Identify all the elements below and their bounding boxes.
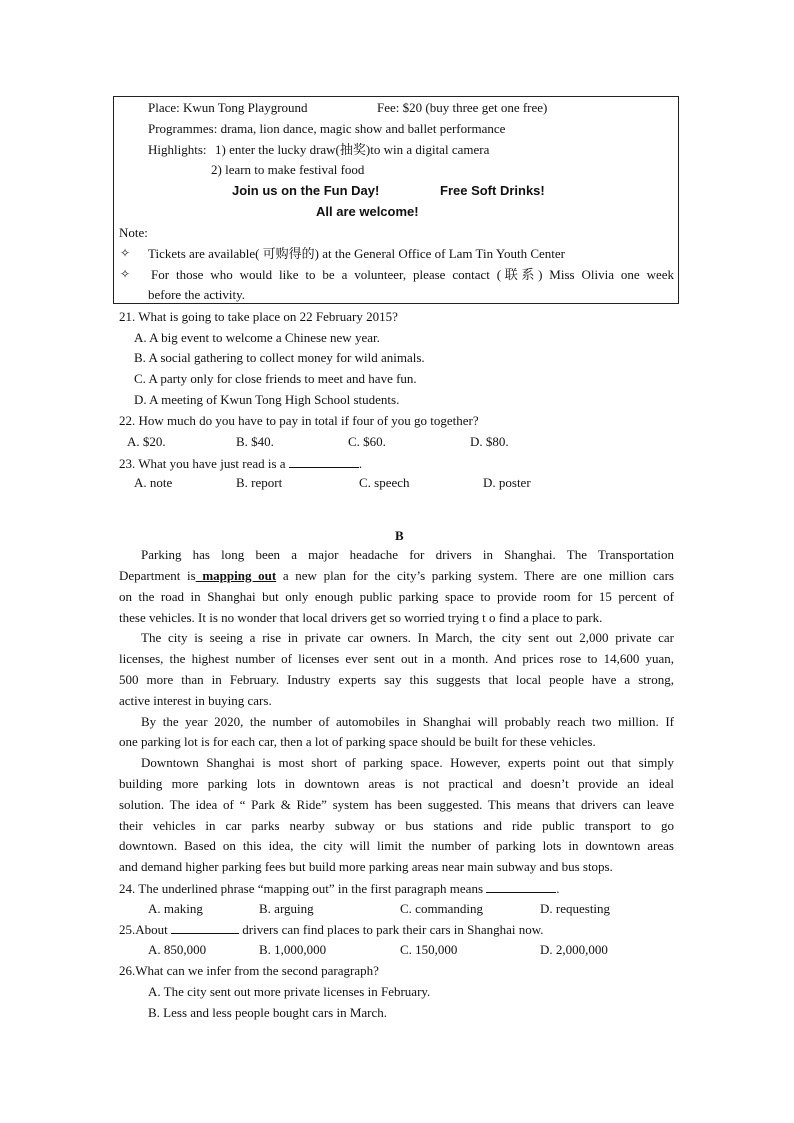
passage-p1-line-2-pre: Department is xyxy=(119,568,196,583)
q23-option-b: B. report xyxy=(236,475,283,490)
q24-stem-end: . xyxy=(556,881,560,896)
q24-stem xyxy=(119,881,560,895)
notice-programmes: Programmes: drama, lion dance, magic show and ballet performance xyxy=(148,121,506,136)
passage-p1-line-1: Parking has long been a major headache for drivers in Shanghai. The Transportation xyxy=(141,547,674,562)
q21-option-b: B. A social gathering to collect money for wild animals. xyxy=(134,350,425,365)
q23-option-d: D. poster xyxy=(483,475,531,490)
passage-p2-line-3: 500 more than in February. Industry experts say this suggests that local people have a strong, xyxy=(119,672,674,687)
q25-option-c: C. 150,000 xyxy=(400,942,458,957)
passage-p2-line-4: active interest in buying cars. xyxy=(119,693,272,708)
q24-option-b: B. arguing xyxy=(259,901,314,916)
q26-option-a: A. The city sent out more private licenses in February. xyxy=(148,984,431,999)
passage-p2-line-2: licenses, the highest number of licenses ever sent out in a month. And prices rose to 14,600 yuan, xyxy=(119,651,674,666)
diamond-bullet-icon: ✧ xyxy=(120,246,131,260)
passage-p4-line-1: Downtown Shanghai is most short of parking space. However, experts point out that simply xyxy=(141,755,674,770)
answer-blank xyxy=(289,456,359,468)
passage-p2-line-1: The city is seeing a rise in private car owners. In March, the city sent out 2,000 private car xyxy=(141,630,674,645)
q24-stem-text: 24. The underlined phrase “mapping out” in the first paragraph means xyxy=(119,881,484,896)
passage-p4-line-5: downtown. Based on this idea, the city will limit the number of parking lots in downtown areas xyxy=(119,838,674,853)
notice-note-2-line-2: before the activity. xyxy=(148,287,245,302)
q23-option-c: C. speech xyxy=(359,475,410,490)
notice-note-label: Note: xyxy=(119,225,148,240)
passage-p4-line-4: their vehicles in car parks nearby subway or bus stations and ride public transport to go xyxy=(119,818,674,833)
passage-p4-line-6: and demand higher parking fees but build more parking areas near main subway and bus stops. xyxy=(119,859,613,874)
q23-option-a: A. note xyxy=(134,475,173,490)
passage-p1-line-2 xyxy=(119,569,674,582)
notice-free-drinks: Free Soft Drinks! xyxy=(440,183,545,198)
passage-p4-line-3: solution. The idea of “ Park & Ride” system has been suggested. This means that drivers can leave xyxy=(119,797,674,812)
q21-stem: 21. What is going to take place on 22 February 2015? xyxy=(119,309,398,324)
notice-highlight-1: 1) enter the lucky draw(抽奖)to win a digital camera xyxy=(215,142,490,157)
notice-note-2-line-1: For those who would like to be a volunteer, please contact (联系) Miss Olivia one week xyxy=(151,267,674,282)
q22-option-b: B. $40. xyxy=(236,434,274,449)
q22-option-d: D. $80. xyxy=(470,434,509,449)
q23-stem-text: 23. What you have just read is a xyxy=(119,456,286,471)
passage-p1-line-3: on the road in Shanghai but only enough public parking space to provide room for 15 percent of xyxy=(119,589,674,604)
q23-stem-end: . xyxy=(358,456,363,471)
underlined-phrase: mapping out xyxy=(195,568,277,583)
q25-option-b: B. 1,000,000 xyxy=(259,942,327,957)
q22-option-a: A. $20. xyxy=(127,434,166,449)
diamond-bullet-icon: ✧ xyxy=(120,267,131,281)
q21-option-c: C. A party only for close friends to meet and have fun. xyxy=(134,371,417,386)
q21-option-a: A. A big event to welcome a Chinese new year. xyxy=(134,330,380,345)
notice-all-welcome: All are welcome! xyxy=(316,204,419,219)
q23-stem xyxy=(119,456,362,470)
q25-stem-post: drivers can find places to park their cars in Shanghai now. xyxy=(242,922,544,937)
notice-highlights-label: Highlights: xyxy=(148,142,207,157)
answer-blank xyxy=(171,922,239,934)
q24-option-c: C. commanding xyxy=(400,901,484,916)
q24-option-d: D. requesting xyxy=(540,901,611,916)
q22-stem: 22. How much do you have to pay in total if four of you go together? xyxy=(119,413,479,428)
q21-option-d: D. A meeting of Kwun Tong High School students. xyxy=(134,392,400,407)
passage-p1-line-2-post: a new plan for the city’s parking system. There are one million cars xyxy=(276,568,674,583)
answer-blank xyxy=(486,881,556,893)
section-b-heading: B xyxy=(395,528,404,543)
notice-fee: Fee: $20 (buy three get one free) xyxy=(377,100,548,115)
passage-p1-line-4: these vehicles. It is no wonder that local drivers get so worried trying t o find a place to park. xyxy=(119,610,603,625)
q25-stem xyxy=(119,922,544,936)
q25-option-d: D. 2,000,000 xyxy=(540,942,608,957)
notice-note-1: Tickets are available( 可购得的) at the General Office of Lam Tin Youth Center xyxy=(148,246,565,261)
passage-p4-line-2: building more parking lots in downtown areas is not practical and doesn’t provide an ideal xyxy=(119,776,674,791)
notice-join-us: Join us on the Fun Day! xyxy=(232,183,380,198)
q26-option-b: B. Less and less people bought cars in March. xyxy=(148,1005,388,1020)
q26-stem: 26.What can we infer from the second paragraph? xyxy=(119,963,379,978)
q25-option-a: A. 850,000 xyxy=(148,942,207,957)
passage-p3-line-2: one parking lot is for each car, then a lot of parking space should be built for these vehicles. xyxy=(119,734,596,749)
passage-p3-line-1: By the year 2020, the number of automobiles in Shanghai will probably reach two million. If xyxy=(141,714,674,729)
notice-highlight-2: 2) learn to make festival food xyxy=(211,162,365,177)
q25-stem-pre: 25.About xyxy=(119,922,168,937)
notice-place: Place: Kwun Tong Playground xyxy=(148,100,308,115)
q24-option-a: A. making xyxy=(148,901,203,916)
q22-option-c: C. $60. xyxy=(348,434,386,449)
